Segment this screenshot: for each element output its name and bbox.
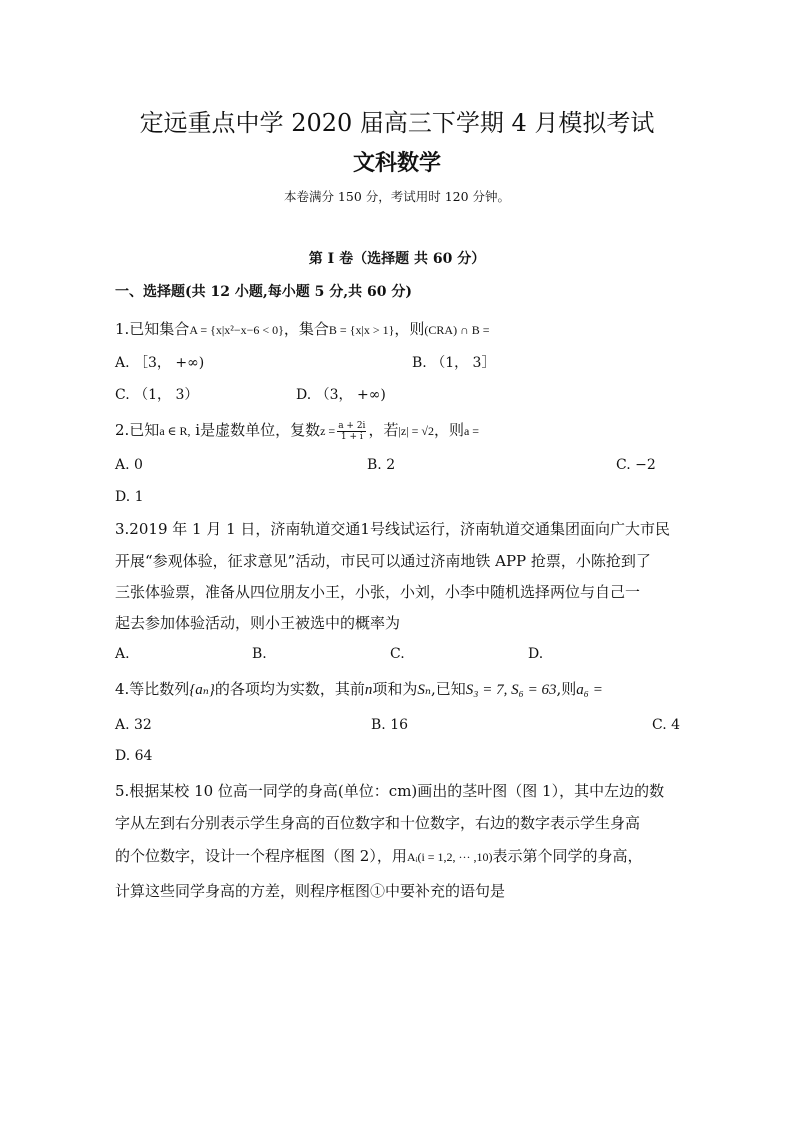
question-2 <box>115 419 479 442</box>
q1-option-c: C. （1， 3） <box>115 387 199 403</box>
q1-set-b: B = {x|x > 1} <box>328 323 395 337</box>
q4-option-c: C. 4 <box>652 717 681 733</box>
q1-expression: (CRA) ∩ B = <box>424 323 490 337</box>
q3-option-d: D. <box>528 646 544 662</box>
q1-option-b: B. （1， 3］ <box>412 355 496 371</box>
q4-mid: 的各项均为实数，其前 <box>214 680 365 698</box>
q2-prefix: 2.已知 <box>115 421 160 439</box>
q2-mid3: ，则 <box>433 421 464 439</box>
q2-option-c: C. −2 <box>616 457 656 473</box>
q2-z: z = <box>320 424 336 438</box>
q3-line-1: 3.2019 年 1 月 1 日，济南轨道交通1号线试运行，济南轨道交通集团面向广大市民 <box>115 520 670 538</box>
q5-line-3 <box>115 845 643 866</box>
q4-mid2: 项和为 <box>372 680 418 698</box>
exam-title: 定远重点中学 2020 届高三下学期 4 月模拟考试 <box>139 109 655 137</box>
q1-then: ，则 <box>394 320 425 338</box>
section-heading: 一、选择题(共 12 小题,每小题 5 分,共 60 分) <box>115 284 412 300</box>
q1-set-a: A = {x|x²−x−6 < 0} <box>189 323 284 337</box>
q3-line-4: 起去参加体验活动，则小王被选中的概率为 <box>115 614 401 632</box>
q5-line-3-math: Aᵢ(i = 1,2, ··· ,10) <box>406 850 493 864</box>
q2-fraction <box>337 421 366 442</box>
q2-condition: a ∈ R, <box>159 424 191 438</box>
q1-option-a: A. ［3， +∞) <box>115 355 205 371</box>
q4-sn: Sₙ <box>417 682 432 698</box>
q3-option-a: A. <box>115 646 130 662</box>
q1-prefix: 1.已知集合 <box>115 320 190 338</box>
q4-condition: S₃ = 7, S₆ = 63 <box>465 682 557 698</box>
q4-sequence: {aₙ} <box>189 682 215 698</box>
q4-option-a: A. 32 <box>115 717 152 733</box>
q5-line-1: 5.根据某校 10 位高一同学的身高(单位：cm)画出的茎叶图（图 1），其中左边的数 <box>115 782 665 800</box>
q5-line-3-tail: 表示第个同学的身高， <box>492 847 643 865</box>
q2-numerator: a + 2i <box>338 420 366 431</box>
exam-note: 本卷满分 150 分，考试用时 120 分钟。 <box>283 189 511 204</box>
exam-subtitle: 文科数学 <box>352 150 441 176</box>
q4-tail: ,则 <box>556 680 577 698</box>
q2-abs: |z| = √2 <box>398 424 434 438</box>
q1-option-d: D. （3， +∞) <box>296 387 386 403</box>
q4-n: n <box>364 682 373 698</box>
q2-mid2: ，若 <box>368 421 399 439</box>
question-1 <box>115 318 490 339</box>
q2-option-a: A. 0 <box>115 457 143 473</box>
q2-option-d: D. 1 <box>115 489 144 505</box>
q2-denominator: 1 + i <box>340 431 363 442</box>
q2-mid1: i是虚数单位，复数 <box>190 421 321 439</box>
part-title: 第 I 卷（选择题 共 60 分） <box>308 251 486 267</box>
q2-option-b: B. 2 <box>367 457 396 473</box>
q5-line-2: 字从左到右分别表示学生身高的百位数字和十位数字，右边的数字表示学生身高 <box>115 814 641 832</box>
q4-option-b: B. 16 <box>371 717 409 733</box>
q3-option-c: C. <box>390 646 405 662</box>
q1-mid: ，集合 <box>283 320 329 338</box>
q3-line-3: 三张体验票，准备从四位朋友小王，小张，小刘，小李中随机选择两位与自己一 <box>115 583 641 601</box>
q4-option-d: D. 64 <box>115 748 153 764</box>
q4-mid3: ,已知 <box>431 680 466 698</box>
q3-line-2: 开展“参观体验，征求意见”活动，市民可以通过济南地铁 APP 抢票，小陈抢到了 <box>115 552 651 570</box>
q4-ask: a₆ = <box>576 682 603 698</box>
q3-option-b: B. <box>252 646 267 662</box>
q5-line-3-prefix: 的个位数字，设计一个程序框图（图 2），用 <box>115 847 407 865</box>
q2-tail: a = <box>463 424 480 438</box>
q4-prefix: 4.等比数列 <box>115 680 190 698</box>
q5-line-4: 计算这些同学身高的方差，则程序框图①中要补充的语句是 <box>115 882 506 900</box>
question-4 <box>115 678 603 699</box>
